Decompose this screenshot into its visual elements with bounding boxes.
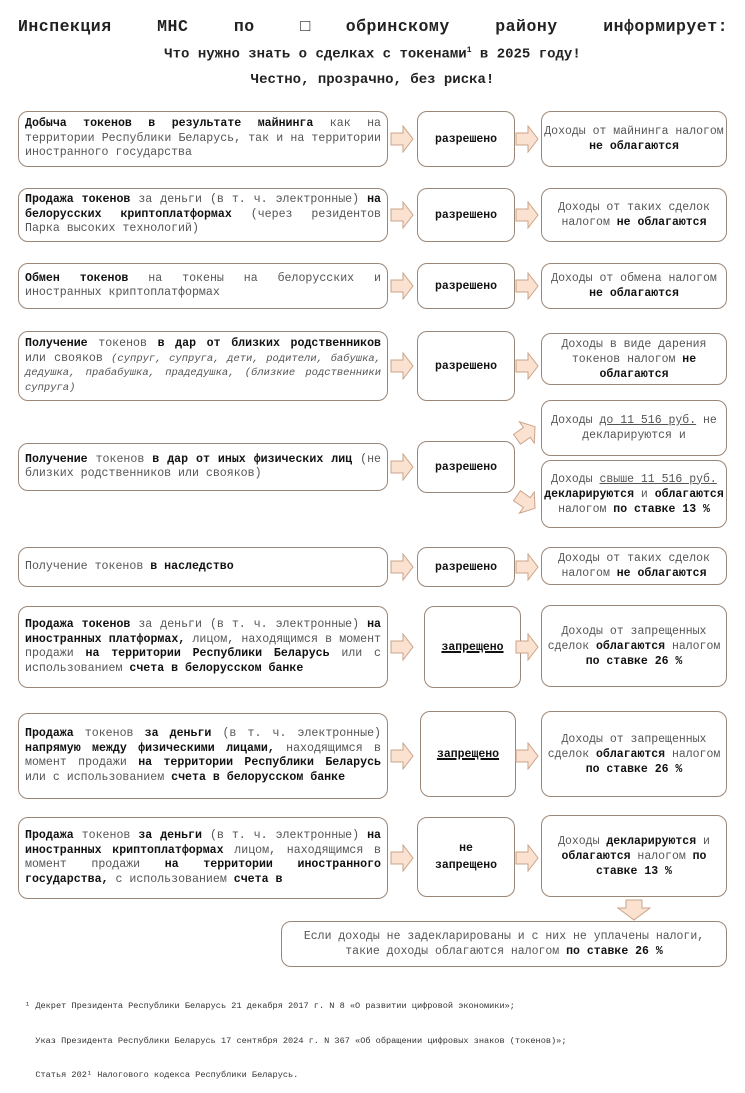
bold-text: счета в [233, 872, 283, 886]
arrow-right-icon [390, 844, 414, 872]
italic-text: (супруг, супруга, дети, родители, бабушка, дедушка, прабабушка, прадедушка, (близкие родственники супруга) [25, 352, 381, 394]
result-text [544, 271, 724, 301]
text: Доходы в виде дарения токенов налогом [561, 337, 707, 366]
text: Доходы [558, 834, 607, 848]
title-word: информирует: [603, 17, 729, 36]
text: токенов [73, 829, 139, 842]
text: Доходы от обмена налогом [551, 272, 717, 285]
title-word: Инспекция [18, 17, 112, 36]
bold-text: Получение [25, 452, 88, 466]
subtitle-tail: в 2025 году! [471, 46, 581, 63]
text: Доходы от запрещенных сделок [547, 624, 707, 653]
text: или свояков [25, 351, 112, 365]
result-box [541, 333, 727, 385]
status-box [420, 711, 516, 797]
title-word: □обринскому [300, 17, 450, 36]
text: или с использованием [25, 770, 172, 784]
result-text [544, 124, 724, 154]
bold-text: по ставке 26 % [566, 945, 663, 958]
bold-text: счета в белорусском банке [129, 661, 304, 675]
bold-text: не облагаются [589, 287, 679, 300]
text: токенов [87, 337, 158, 350]
bottom-note-box [281, 921, 727, 967]
arrow-right-icon [390, 742, 414, 770]
bold-text: декларируются [606, 834, 697, 848]
text: (в т. ч. электронные) [211, 727, 381, 740]
text: на токены на белорусских и иностранных криптоплатформах [25, 271, 381, 299]
status-label: разрешено [434, 460, 498, 474]
condition-box [18, 188, 388, 242]
arrow-right-icon [515, 553, 539, 581]
condition-text [25, 337, 381, 395]
bold-text: Продажа [25, 727, 74, 740]
arrow-right-icon [390, 352, 414, 380]
condition-text [25, 727, 381, 785]
arrow-down-icon [617, 899, 651, 921]
condition-box [18, 817, 388, 899]
bold-text: за деньги [144, 727, 212, 740]
text: Получение токенов [25, 559, 151, 573]
result-text [544, 551, 724, 581]
bold-text: на иностранных криптоплатформах [25, 829, 381, 857]
text: с использованием [108, 872, 234, 886]
status-label: разрешено [434, 208, 498, 222]
text: лицом, находящимся в момент продажи [25, 843, 381, 871]
bold-text: Обмен токенов [25, 271, 129, 285]
text: и [696, 834, 710, 848]
status-label: запрещено [434, 859, 498, 872]
bold-text: не облагаются [616, 567, 707, 580]
status-label: разрешено [434, 359, 498, 373]
bold-text: напрямую между физическими лицами, [25, 741, 275, 755]
title-word: по [233, 17, 255, 36]
arrow-right-icon [515, 125, 539, 153]
bold-text: на иностранных платформах, [25, 618, 381, 646]
footnote-line: ¹ Декрет Президента Республики Беларусь 21 декабря 2017 г. N 8 «О развитии цифровой экономики»; [25, 1001, 515, 1011]
status-text [435, 842, 497, 872]
status-box [417, 817, 515, 897]
condition-text [25, 193, 381, 237]
status-label: разрешено [434, 560, 498, 574]
status-box [424, 606, 521, 688]
bold-text: в дар от близких родственников [157, 337, 381, 350]
arrow-right-icon [515, 633, 539, 661]
text: налогом [665, 639, 721, 653]
bold-text: Добыча токенов в результате майнинга [25, 117, 314, 131]
status-label: разрешено [434, 132, 498, 146]
result-box [541, 460, 727, 528]
text: за деньги (в т. ч. электронные) [130, 193, 368, 207]
bold-text: не облагаются [599, 352, 697, 381]
bold-text: облагаются [596, 747, 666, 761]
bold-text: облагаются [654, 487, 724, 501]
subtitle [0, 46, 745, 63]
text: Доходы от таких сделок налогом [558, 552, 710, 580]
bold-text: облагаются [561, 849, 631, 863]
text: (не близких родственников или свояков) [25, 452, 381, 480]
slogan: Честно, прозрачно, без риска! [250, 72, 495, 88]
bold-text: по ставке 26 % [585, 654, 683, 668]
text: Доходы [551, 472, 600, 486]
result-box [541, 711, 727, 797]
result-box [541, 111, 727, 167]
arrow-right-icon [390, 453, 414, 481]
text: Доходы от запрещенных сделок [547, 732, 707, 761]
text: за деньги (в т. ч. электронные) [130, 618, 368, 631]
status-label: разрешено [434, 279, 498, 293]
condition-text [25, 618, 381, 676]
bold-text: на территории Республики Беларусь [85, 647, 330, 660]
arrow-right-icon [515, 272, 539, 300]
result-box [541, 188, 727, 242]
text: и [633, 487, 655, 501]
text: Если доходы не задекларированы и с них не уплачены налоги, такие доходы облагаются налогом [303, 930, 705, 958]
text: или с использованием [25, 647, 381, 675]
text: лицом, находящимся в момент продажи [25, 632, 381, 660]
text: Доходы [551, 414, 600, 427]
condition-box [18, 713, 388, 799]
condition-text [25, 453, 381, 482]
text: (через резидентов Парка высоких технологий) [25, 207, 381, 236]
footnotes [25, 978, 567, 1093]
bold-text: не облагаются [616, 216, 707, 229]
bold-text: на территории Республики Беларусь [138, 756, 381, 769]
bold-text: по ставке 26 % [585, 762, 683, 776]
result-box [541, 605, 727, 687]
footnote-ref: 1 [466, 46, 472, 55]
status-box [417, 263, 515, 309]
status-label: запрещено [441, 640, 504, 654]
result-text [544, 732, 724, 777]
condition-box [18, 443, 388, 491]
text: налогом [630, 849, 693, 863]
bold-text: Получение [25, 337, 88, 350]
bold-text: в наследство [150, 559, 234, 573]
text: налогом [665, 747, 721, 761]
bold-text: по ставке 13 % [596, 849, 707, 878]
bold-text: в дар от иных физических лиц [152, 452, 353, 466]
condition-text [25, 117, 381, 161]
result-text [544, 200, 724, 230]
footnote-line: Статья 202¹ Налогового кодекса Республики Беларусь. [25, 1070, 299, 1080]
text: налогом [558, 502, 614, 516]
arrow-right-icon [390, 125, 414, 153]
condition-box [18, 111, 388, 167]
arrow-right-icon [515, 742, 539, 770]
underlined-text: до 11 516 руб. [599, 414, 697, 427]
bold-text: счета в белорусском банке [171, 770, 346, 784]
title-word: МНС [157, 17, 189, 36]
arrow-right-icon [515, 352, 539, 380]
footnote-line: Указ Президента Республики Беларусь 17 сентября 2024 г. N 367 «Об обращении цифровых знаков (токенов)»; [25, 1035, 567, 1046]
text: не декларируются и [582, 414, 717, 442]
bold-text: по ставке 13 % [613, 502, 710, 516]
status-box [417, 188, 515, 242]
bold-text: Продажа токенов [25, 618, 131, 631]
result-text [544, 337, 724, 382]
bottom-note-text [286, 929, 722, 959]
bold-text: за деньги [138, 829, 202, 842]
result-text [544, 413, 724, 443]
condition-text [25, 272, 381, 301]
arrow-right-icon [390, 201, 414, 229]
status-box [417, 111, 515, 167]
condition-box [18, 331, 388, 401]
result-box [541, 815, 727, 897]
text: как на территории Республики Беларусь, так и на территории иностранного государства [25, 117, 382, 160]
text: (в т. ч. электронные) [201, 829, 368, 842]
status-box [417, 331, 515, 401]
condition-text [25, 829, 381, 887]
arrow-right-icon [390, 633, 414, 661]
arrow-right-icon [508, 484, 544, 521]
status-box [417, 547, 515, 587]
subtitle-text: Что нужно знать о сделках с токенами [164, 46, 467, 63]
arrow-right-icon [515, 201, 539, 229]
status-box [417, 441, 515, 493]
bold-text: на территории иностранного государства, [25, 858, 381, 886]
result-box [541, 547, 727, 585]
condition-box [18, 263, 388, 309]
result-box [541, 263, 727, 309]
bold-text: не облагаются [589, 140, 679, 153]
page-title [18, 17, 728, 36]
status-label: запрещено [436, 747, 500, 761]
bold-text: на белорусских криптоплатформах [25, 193, 381, 221]
result-text [544, 834, 724, 879]
arrow-right-icon [390, 272, 414, 300]
result-text [544, 624, 724, 669]
status-label: не [459, 842, 473, 855]
condition-box [18, 547, 388, 587]
condition-box [18, 606, 388, 688]
condition-text [25, 560, 381, 575]
result-box [541, 400, 727, 456]
text: Доходы от таких сделок налогом [558, 201, 710, 229]
text: Доходы от майнинга налогом [544, 125, 724, 138]
underlined-text: свыше 11 516 руб. [599, 472, 717, 486]
bold-text: Продажа [25, 829, 74, 842]
title-word: району [495, 17, 558, 36]
arrow-right-icon [390, 553, 414, 581]
result-text [544, 472, 724, 517]
text: находящимся в момент продажи [25, 741, 381, 769]
bold-text: декларируются [544, 487, 634, 501]
arrow-right-icon [515, 844, 539, 872]
bold-text: облагаются [596, 639, 666, 653]
text: токенов [73, 727, 145, 740]
bold-text: Продажа токенов [25, 193, 131, 207]
text: токенов [87, 452, 153, 466]
